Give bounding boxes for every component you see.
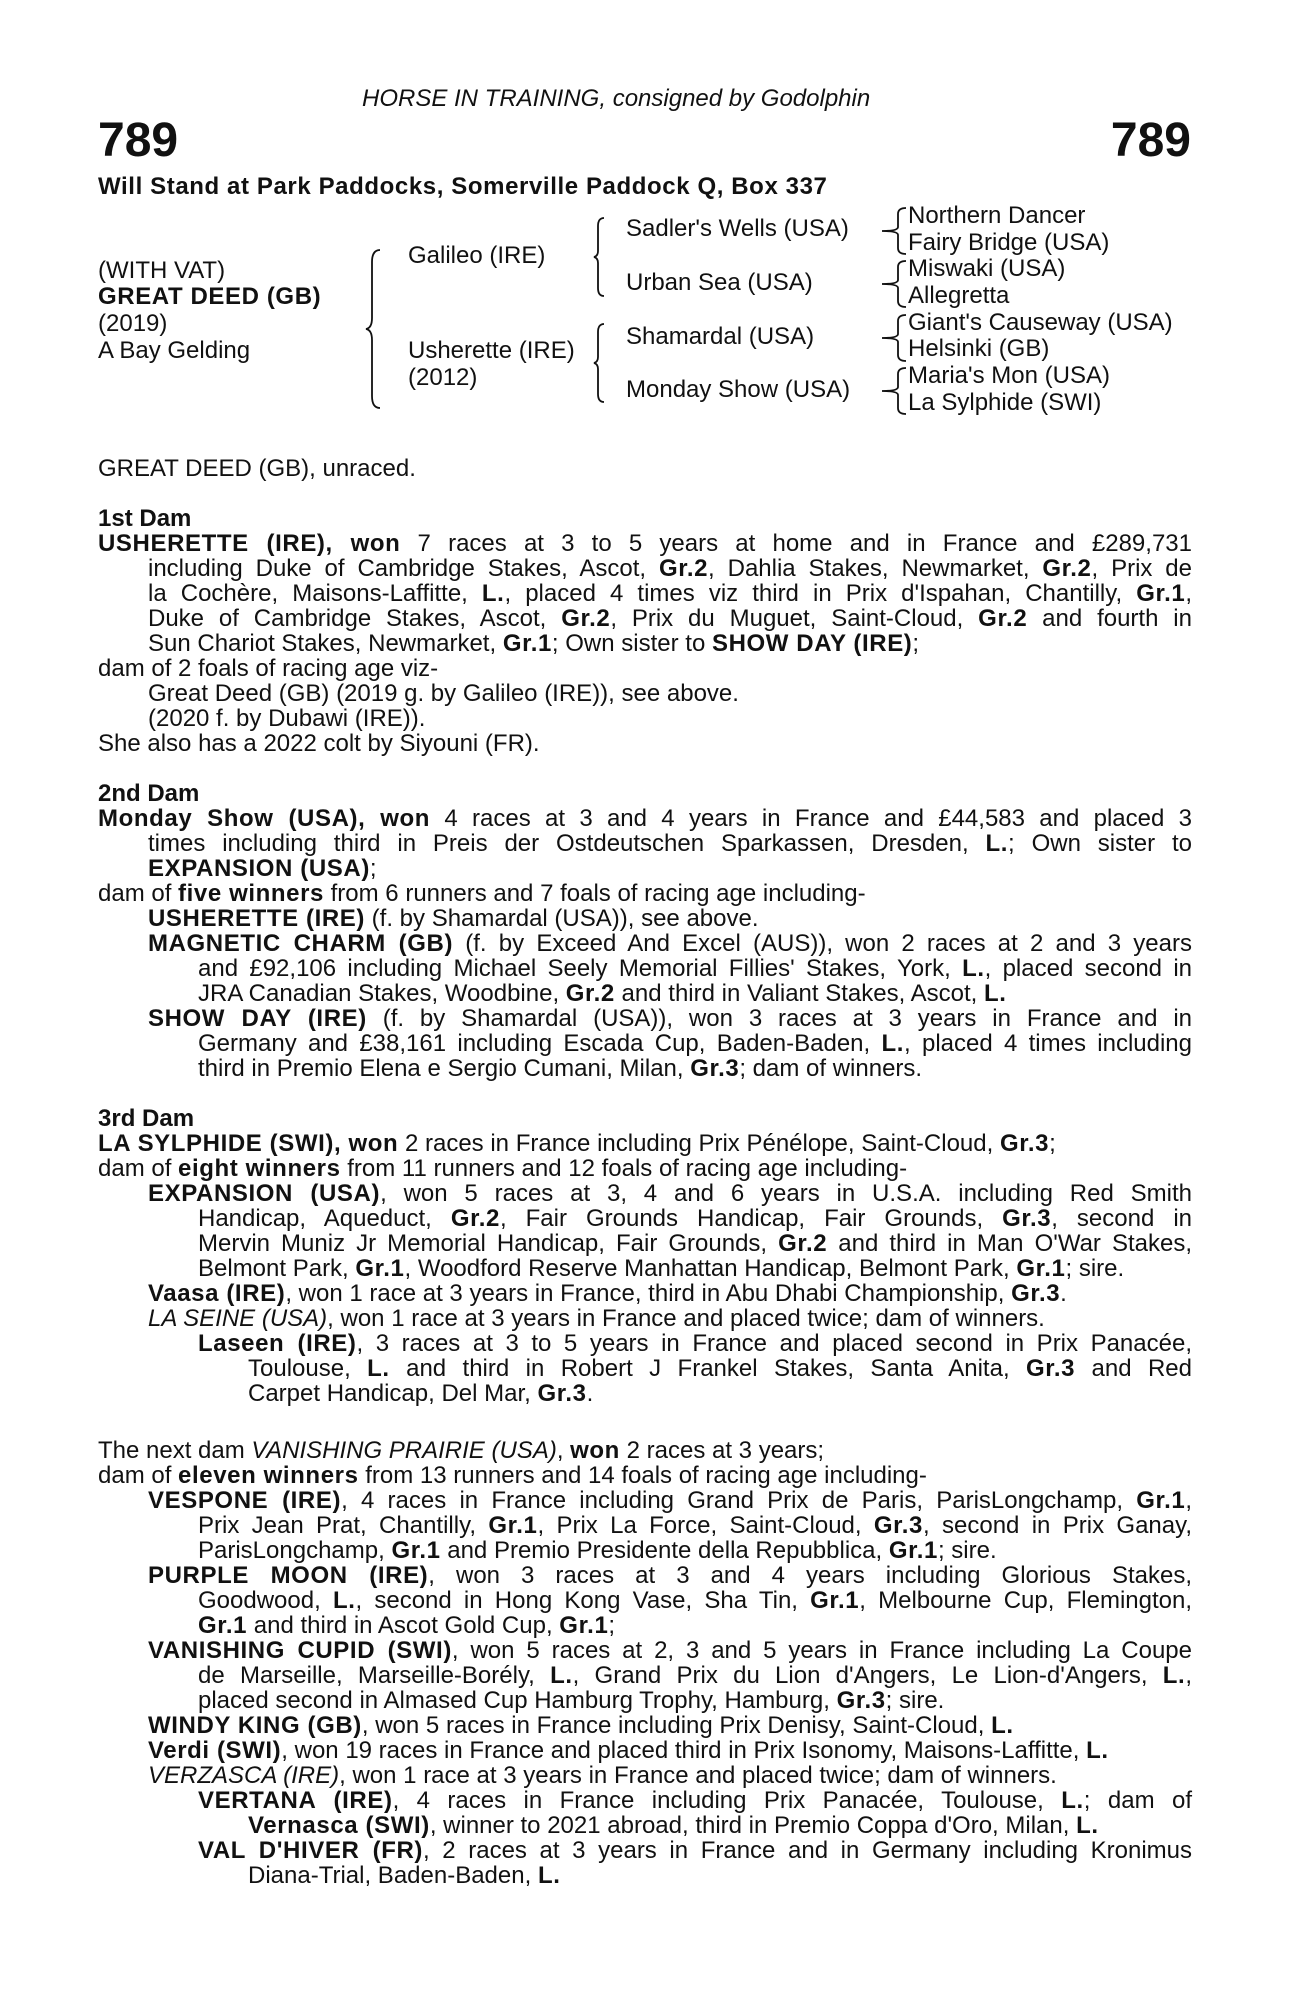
next-dam-dam-of: dam of eleven winners from 13 runners and 14 foals of racing age including- xyxy=(98,1462,927,1489)
vat-note: (WITH VAT) xyxy=(98,257,226,284)
dam-sire: Shamardal (USA) xyxy=(626,323,815,350)
dam-dam: Monday Show (USA) xyxy=(626,376,851,403)
first-dam-line-1: USHERETTE (IRE), won 7 races at 3 to 5 years at home and in France and £289,731 xyxy=(98,530,1192,557)
magnetic-charm-line-2: and £92,106 including Michael Seely Memorial Fillies' Stakes, York, L., placed second in xyxy=(198,955,1193,982)
first-dam-heading: 1st Dam xyxy=(98,505,192,532)
third-dam-line-1: LA SYLPHIDE (SWI), won 2 races in France including Prix Pénélope, Saint-Cloud, Gr.3; xyxy=(98,1130,1056,1157)
dam-year: (2012) xyxy=(408,364,478,391)
second-dam-heading: 2nd Dam xyxy=(98,780,200,807)
gen4-1: Northern Dancer xyxy=(908,202,1086,229)
gen4-3: Miswaki (USA) xyxy=(908,255,1066,282)
brace-dam-parents xyxy=(592,322,606,404)
gen4-2: Fairy Bridge (USA) xyxy=(908,229,1110,256)
vespone-line-1: VESPONE (IRE), 4 races in France including Grand Prix de Paris, ParisLongchamp, Gr.1, xyxy=(148,1487,1192,1514)
la-seine-entry: LA SEINE (USA), won 1 race at 3 years in France and placed twice; dam of winners. xyxy=(148,1305,1045,1332)
purple-moon-line-2: Goodwood, L., second in Hong Kong Vase, Sha Tin, Gr.1, Melbourne Cup, Flemington, xyxy=(198,1587,1192,1614)
magnetic-charm-line-3: JRA Canadian Stakes, Woodbine, Gr.2 and third in Valiant Stakes, Ascot, L. xyxy=(198,980,1007,1007)
show-day-line-1: SHOW DAY (IRE) (f. by Shamardal (USA)), won 3 races at 3 years in France and in xyxy=(148,1005,1192,1032)
verdi-entry: Verdi (SWI), won 19 races in France and placed third in Prix Isonomy, Maisons-Laffitte, L. xyxy=(148,1737,1109,1764)
vaasa-entry: Vaasa (IRE), won 1 race at 3 years in France, third in Abu Dhabi Championship, Gr.3. xyxy=(148,1280,1067,1307)
brace-gen4-1 xyxy=(878,204,908,258)
second-dam-line-2: times including third in Preis der Ostdeutschen Sparkassen, Dresden, L.; Own sister to xyxy=(148,830,1193,857)
gen4-8: La Sylphide (SWI) xyxy=(908,389,1102,416)
first-dam-dam-of: dam of 2 foals of racing age viz- xyxy=(98,655,439,682)
first-dam-line-3: la Cochère, Maisons-Laffitte, L., placed 4 times viz third in Prix d'Ispahan, Chantilly, Gr.1, xyxy=(148,580,1192,607)
horse-description: A Bay Gelding xyxy=(98,337,251,364)
sire: Galileo (IRE) xyxy=(408,242,546,269)
purple-moon-line-3: Gr.1 and third in Ascot Gold Cup, Gr.1; xyxy=(198,1612,616,1639)
vespone-line-3: ParisLongchamp, Gr.1 and Premio Presidente della Repubblica, Gr.1; sire. xyxy=(198,1537,997,1564)
magnetic-charm-line-1: MAGNETIC CHARM (GB) (f. by Exceed And Excel (AUS)), won 2 races at 2 and 3 years xyxy=(148,930,1192,957)
laseen-line-1: Laseen (IRE), 3 races at 3 to 5 years in France and placed second in Prix Panacée, xyxy=(198,1330,1192,1357)
brace-sire-parents xyxy=(592,216,606,298)
windy-king-entry: WINDY KING (GB), won 5 races in France including Prix Denisy, Saint-Cloud, L. xyxy=(148,1712,1014,1739)
horse-name: GREAT DEED (GB) xyxy=(98,283,322,310)
first-dam-line-4: Duke of Cambridge Stakes, Ascot, Gr.2, Prix du Muguet, Saint-Cloud, Gr.2 and fourth in xyxy=(148,605,1192,632)
expansion-line-4: Belmont Park, Gr.1, Woodford Reserve Manhattan Handicap, Belmont Park, Gr.1; sire. xyxy=(198,1255,1125,1282)
verzasca-entry: VERZASCA (IRE), won 1 race at 3 years in France and placed twice; dam of winners. xyxy=(148,1762,1057,1789)
sire-dam: Urban Sea (USA) xyxy=(626,269,813,296)
show-day-line-2: Germany and £38,161 including Escada Cup, Baden-Baden, L., placed 4 times including xyxy=(198,1030,1192,1057)
laseen-line-3: Carpet Handicap, Del Mar, Gr.3. xyxy=(248,1380,594,1407)
unraced-note: GREAT DEED (GB), unraced. xyxy=(98,455,416,482)
first-dam-line-5: Sun Chariot Stakes, Newmarket, Gr.1; Own sister to SHOW DAY (IRE); xyxy=(148,630,920,657)
foaling-year: (2019) xyxy=(98,310,168,337)
vespone-line-2: Prix Jean Prat, Chantilly, Gr.1, Prix La Force, Saint-Cloud, Gr.3, second in Prix Ganay, xyxy=(198,1512,1193,1539)
purple-moon-line-1: PURPLE MOON (IRE), won 3 races at 3 and 4 years including Glorious Stakes, xyxy=(148,1562,1192,1589)
third-dam-heading: 3rd Dam xyxy=(98,1105,195,1132)
vanishing-cupid-line-1: VANISHING CUPID (SWI), won 5 races at 2, 3 and 5 years in France including La Coupe xyxy=(148,1637,1192,1664)
third-dam-dam-of: dam of eight winners from 11 runners and 12 foals of racing age including- xyxy=(98,1155,908,1182)
lot-number-right: 789 xyxy=(1110,114,1191,167)
expansion-line-1: EXPANSION (USA), won 5 races at 3, 4 and 6 years in U.S.A. including Red Smith xyxy=(148,1180,1193,1207)
gen4-4: Allegretta xyxy=(908,282,1010,309)
first-dam-foal-2: (2020 f. by Dubawi (IRE)). xyxy=(148,705,426,732)
second-dam-line-1: Monday Show (USA), won 4 races at 3 and 4 years in France and £44,583 and placed 3 xyxy=(98,805,1192,832)
expansion-line-2: Handicap, Aqueduct, Gr.2, Fair Grounds Handicap, Fair Grounds, Gr.3, second in xyxy=(198,1205,1192,1232)
first-dam-also: She also has a 2022 colt by Siyouni (FR). xyxy=(98,730,540,757)
show-day-line-3: third in Premio Elena e Sergio Cumani, Milan, Gr.3; dam of winners. xyxy=(198,1055,923,1082)
second-dam-line-3: EXPANSION (USA); xyxy=(148,855,377,882)
gen4-5: Giant's Causeway (USA) xyxy=(908,309,1173,336)
lot-number-left: 789 xyxy=(98,114,179,167)
dam: Usherette (IRE) xyxy=(408,337,575,364)
vanishing-cupid-line-3: placed second in Almased Cup Hamburg Trophy, Hamburg, Gr.3; sire. xyxy=(198,1687,945,1714)
vanishing-cupid-line-2: de Marseille, Marseille-Borély, L., Grand Prix du Lion d'Angers, Le Lion-d'Angers, L., xyxy=(198,1662,1192,1689)
vernasca-entry: Vernasca (SWI), winner to 2021 abroad, third in Premio Coppa d'Oro, Milan, L. xyxy=(248,1812,1099,1839)
stand-location: Will Stand at Park Paddocks, Somerville Paddock Q, Box 337 xyxy=(98,173,828,200)
gen4-6: Helsinki (GB) xyxy=(908,335,1050,362)
first-dam-line-2: including Duke of Cambridge Stakes, Ascot, Gr.2, Dahlia Stakes, Newmarket, Gr.2, Prix de xyxy=(148,555,1192,582)
first-dam-foal-1: Great Deed (GB) (2019 g. by Galileo (IRE)), see above. xyxy=(148,680,739,707)
consignor-line: HORSE IN TRAINING, consigned by Godolphin xyxy=(362,85,871,112)
brace-sire-dam xyxy=(364,248,384,410)
val-dhiver-line-2: Diana-Trial, Baden-Baden, L. xyxy=(248,1862,561,1889)
gen4-7: Maria's Mon (USA) xyxy=(908,362,1110,389)
usherette-entry: USHERETTE (IRE) (f. by Shamardal (USA)), see above. xyxy=(148,905,759,932)
second-dam-dam-of: dam of five winners from 6 runners and 7 foals of racing age including- xyxy=(98,880,866,907)
laseen-line-2: Toulouse, L. and third in Robert J Frankel Stakes, Santa Anita, Gr.3 and Red xyxy=(248,1355,1193,1382)
next-dam-line-1: The next dam VANISHING PRAIRIE (USA), won 2 races at 3 years; xyxy=(98,1437,825,1464)
expansion-line-3: Mervin Muniz Jr Memorial Handicap, Fair Grounds, Gr.2 and third in Man O'War Stakes, xyxy=(198,1230,1192,1257)
brace-gen4-3 xyxy=(878,311,908,365)
brace-gen4-2 xyxy=(878,257,908,311)
vertana-entry: VERTANA (IRE), 4 races in France including Prix Panacée, Toulouse, L.; dam of xyxy=(198,1787,1193,1814)
sire-sire: Sadler's Wells (USA) xyxy=(626,215,849,242)
brace-gen4-4 xyxy=(878,364,908,418)
val-dhiver-line-1: VAL D'HIVER (FR), 2 races at 3 years in France and in Germany including Kronimus xyxy=(198,1837,1192,1864)
